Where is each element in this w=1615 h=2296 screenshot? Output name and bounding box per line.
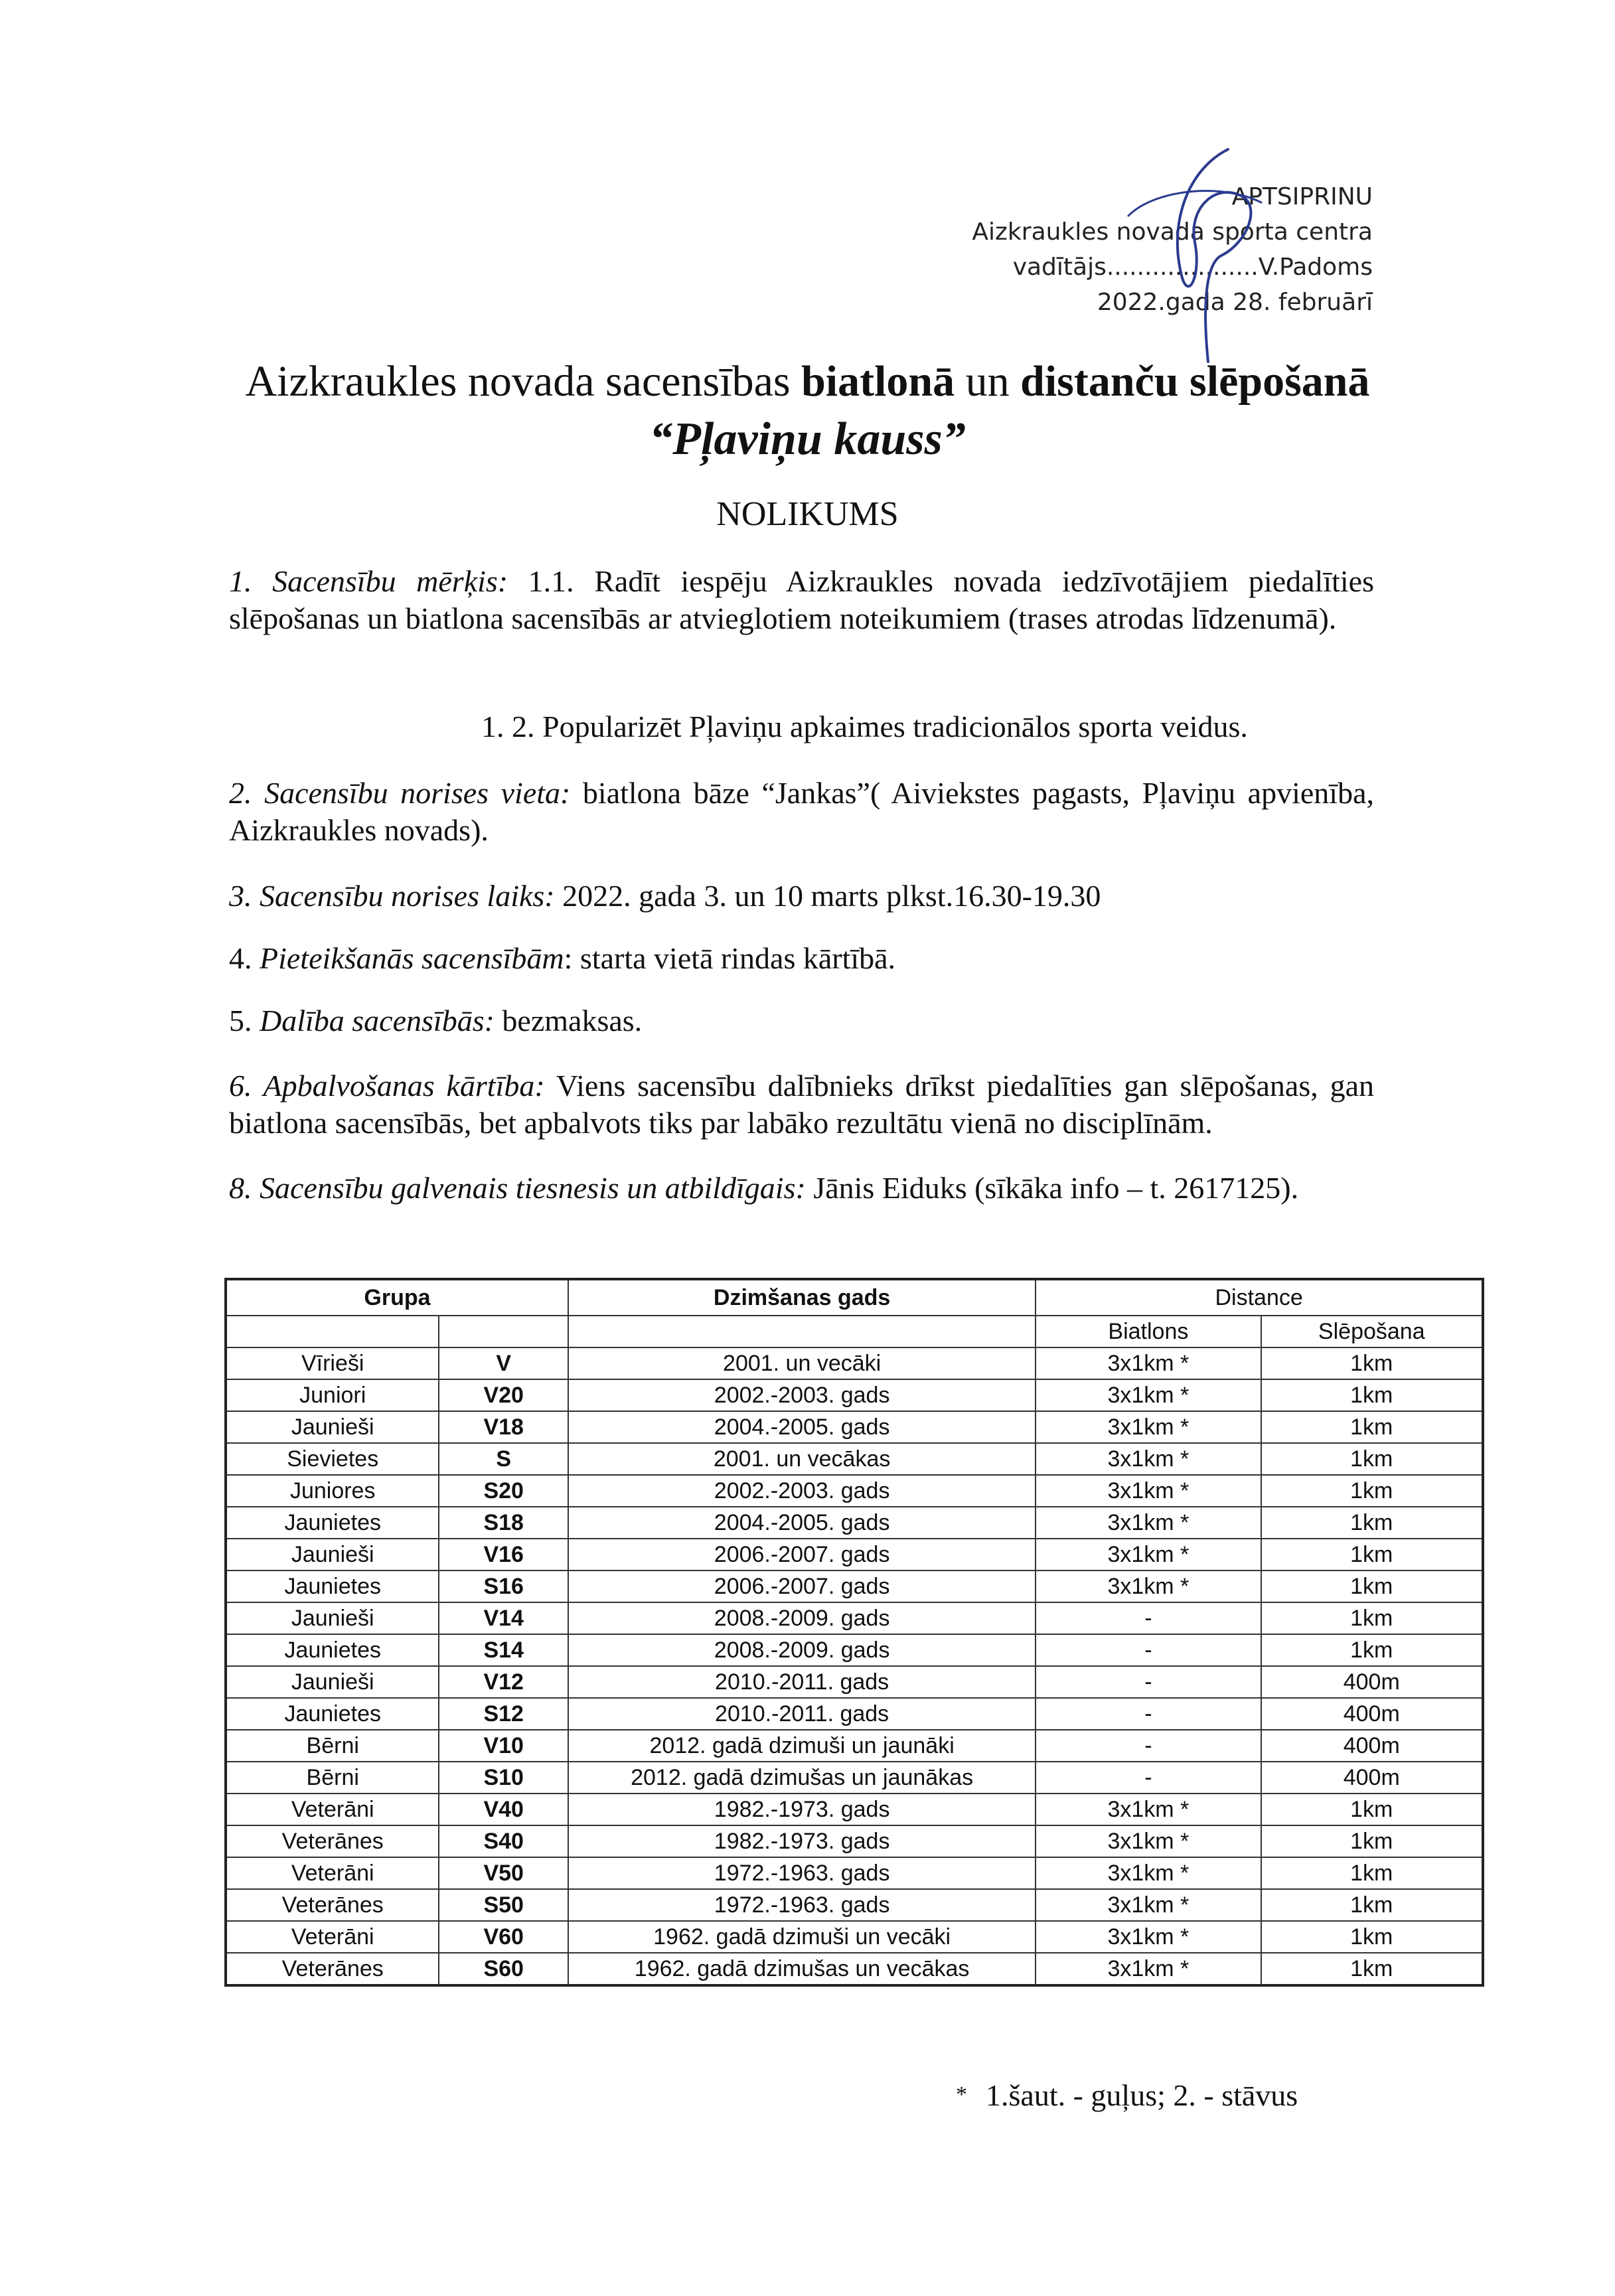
cell-birth: 2002.-2003. gads bbox=[568, 1475, 1036, 1507]
document-title bbox=[0, 355, 1615, 408]
section-6-label: 6. Apbalvošanas kārtība: bbox=[229, 1069, 545, 1103]
cell-skiing: 1km bbox=[1261, 1794, 1483, 1825]
cell-biathlon: - bbox=[1036, 1698, 1261, 1730]
table-row bbox=[226, 1602, 1483, 1634]
cell-skiing: 1km bbox=[1261, 1570, 1483, 1602]
cell-code: S20 bbox=[439, 1475, 568, 1507]
cell-biathlon: 3x1km * bbox=[1036, 1539, 1261, 1570]
cell-group: Veterānes bbox=[226, 1889, 439, 1921]
cell-biathlon: 3x1km * bbox=[1036, 1347, 1261, 1379]
cell-biathlon: - bbox=[1036, 1762, 1261, 1794]
table-row bbox=[226, 1698, 1483, 1730]
cell-code: S60 bbox=[439, 1953, 568, 1985]
cell-skiing: 1km bbox=[1261, 1539, 1483, 1570]
cell-code: V10 bbox=[439, 1730, 568, 1762]
section-1-2: 1. 2. Popularizēt Pļaviņu apkaimes tradicionālos sporta veidus. bbox=[481, 710, 1248, 743]
table-row bbox=[226, 1570, 1483, 1602]
cell-code: V12 bbox=[439, 1666, 568, 1698]
cell-skiing: 400m bbox=[1261, 1730, 1483, 1762]
section-3 bbox=[229, 878, 1374, 915]
cell-group: Jaunieši bbox=[226, 1411, 439, 1443]
cell-group: Jaunieši bbox=[226, 1539, 439, 1570]
cell-biathlon: 3x1km * bbox=[1036, 1507, 1261, 1539]
table-row bbox=[226, 1953, 1483, 1985]
title-part-2: un bbox=[955, 357, 1021, 406]
cell-biathlon: 3x1km * bbox=[1036, 1411, 1261, 1443]
table-row bbox=[226, 1443, 1483, 1475]
section-6-text: Viens sacensību dalībnieks drīkst piedalīties gan slēpošanas, gan biatlona sacensībās, bet apbalvots tiks par labāko rezultātu vienā no disciplīnām. bbox=[229, 1069, 1374, 1140]
cell-skiing: 400m bbox=[1261, 1762, 1483, 1794]
approval-line-4: 2022.gada 28. februārī bbox=[1097, 289, 1373, 316]
cell-group: Jaunietes bbox=[226, 1698, 439, 1730]
table-row bbox=[226, 1347, 1483, 1379]
cell-biathlon: 3x1km * bbox=[1036, 1825, 1261, 1857]
header-birth: Dzimšanas gads bbox=[568, 1279, 1036, 1316]
cell-birth: 1962. gadā dzimušas un vecākas bbox=[568, 1953, 1036, 1985]
cell-birth: 2004.-2005. gads bbox=[568, 1411, 1036, 1443]
cell-skiing: 1km bbox=[1261, 1921, 1483, 1953]
title-bold-2: distanču slēpošanā bbox=[1020, 357, 1370, 406]
cell-group: Veterāni bbox=[226, 1921, 439, 1953]
cell-group: Vīrieši bbox=[226, 1347, 439, 1379]
cell-code: V14 bbox=[439, 1602, 568, 1634]
cell-biathlon: 3x1km * bbox=[1036, 1953, 1261, 1985]
table-row bbox=[226, 1379, 1483, 1411]
cell-biathlon: 3x1km * bbox=[1036, 1857, 1261, 1889]
cell-skiing: 1km bbox=[1261, 1411, 1483, 1443]
cell-birth: 1962. gadā dzimuši un vecāki bbox=[568, 1921, 1036, 1953]
section-8-label: 8. Sacensību galvenais tiesnesis un atbildīgais: bbox=[229, 1171, 806, 1205]
section-4-label: Pieteikšanās sacensībām bbox=[260, 941, 564, 975]
cell-birth: 2001. un vecākas bbox=[568, 1443, 1036, 1475]
cell-group: Veterānes bbox=[226, 1825, 439, 1857]
cell-group: Juniores bbox=[226, 1475, 439, 1507]
section-1-text: 1.1. Radīt iespēju Aizkraukles novada iedzīvotājiem piedalīties slēpošanas un biatlona sacensībās ar atvieglotiem noteikumiem (trases atrodas līdzenumā). bbox=[229, 564, 1374, 635]
cell-group: Sievietes bbox=[226, 1443, 439, 1475]
cell-birth: 2004.-2005. gads bbox=[568, 1507, 1036, 1539]
cell-skiing: 1km bbox=[1261, 1634, 1483, 1666]
table-row bbox=[226, 1730, 1483, 1762]
cell-code: S bbox=[439, 1443, 568, 1475]
header-distance: Distance bbox=[1036, 1279, 1483, 1316]
subheader-empty-1 bbox=[226, 1316, 439, 1347]
cell-birth: 2010.-2011. gads bbox=[568, 1698, 1036, 1730]
cell-biathlon: - bbox=[1036, 1634, 1261, 1666]
cell-birth: 2006.-2007. gads bbox=[568, 1570, 1036, 1602]
cell-skiing: 1km bbox=[1261, 1443, 1483, 1475]
cell-group: Jaunietes bbox=[226, 1507, 439, 1539]
signature-scribble bbox=[1089, 143, 1301, 375]
section-4-number: 4. bbox=[229, 941, 260, 975]
subheader-empty-3 bbox=[568, 1316, 1036, 1347]
groups-table bbox=[224, 1278, 1484, 1987]
cell-group: Juniori bbox=[226, 1379, 439, 1411]
cell-code: V16 bbox=[439, 1539, 568, 1570]
section-1-label: 1. Sacensību mērķis: bbox=[229, 564, 508, 598]
table-row bbox=[226, 1921, 1483, 1953]
cell-skiing: 400m bbox=[1261, 1698, 1483, 1730]
cell-group: Bērni bbox=[226, 1762, 439, 1794]
document-heading: NOLIKUMS bbox=[716, 495, 899, 533]
table-subheader-row bbox=[226, 1316, 1483, 1347]
cell-skiing: 400m bbox=[1261, 1666, 1483, 1698]
cell-birth: 2001. un vecāki bbox=[568, 1347, 1036, 1379]
approval-line-2: Aizkraukles novada sporta centra bbox=[972, 218, 1373, 246]
cell-birth: 1972.-1963. gads bbox=[568, 1857, 1036, 1889]
section-4-text: : starta vietā rindas kārtībā. bbox=[564, 941, 896, 975]
cell-biathlon: - bbox=[1036, 1730, 1261, 1762]
cell-biathlon: 3x1km * bbox=[1036, 1921, 1261, 1953]
section-5 bbox=[229, 1002, 1374, 1039]
cell-code: S40 bbox=[439, 1825, 568, 1857]
cell-skiing: 1km bbox=[1261, 1889, 1483, 1921]
section-4 bbox=[229, 940, 1374, 977]
subheader-empty-2 bbox=[439, 1316, 568, 1347]
cell-biathlon: - bbox=[1036, 1666, 1261, 1698]
cell-group: Jaunietes bbox=[226, 1634, 439, 1666]
cell-code: S14 bbox=[439, 1634, 568, 1666]
cell-code: S12 bbox=[439, 1698, 568, 1730]
section-3-label: 3. Sacensību norises laiks: bbox=[229, 879, 555, 913]
cell-code: V60 bbox=[439, 1921, 568, 1953]
cell-biathlon: 3x1km * bbox=[1036, 1379, 1261, 1411]
section-3-text: 2022. gada 3. un 10 marts plkst.16.30-19.30 bbox=[554, 879, 1101, 913]
cell-skiing: 1km bbox=[1261, 1347, 1483, 1379]
cell-code: S10 bbox=[439, 1762, 568, 1794]
cell-biathlon: 3x1km * bbox=[1036, 1889, 1261, 1921]
cell-code: V bbox=[439, 1347, 568, 1379]
cell-code: S18 bbox=[439, 1507, 568, 1539]
approval-line-3: vadītājs....................V.Padoms bbox=[1012, 254, 1373, 281]
cell-group: Jaunietes bbox=[226, 1570, 439, 1602]
header-biathlon: Biatlons bbox=[1036, 1316, 1261, 1347]
cell-code: V20 bbox=[439, 1379, 568, 1411]
section-2 bbox=[229, 775, 1374, 849]
section-2-label: 2. Sacensību norises vieta: bbox=[229, 776, 571, 810]
cell-birth: 1982.-1973. gads bbox=[568, 1825, 1036, 1857]
footnote-text: 1.šaut. - guļus; 2. - stāvus bbox=[986, 2078, 1298, 2112]
section-5-text: bezmaksas. bbox=[494, 1004, 643, 1037]
table-row bbox=[226, 1794, 1483, 1825]
cell-skiing: 1km bbox=[1261, 1379, 1483, 1411]
cell-birth: 2002.-2003. gads bbox=[568, 1379, 1036, 1411]
cell-birth: 1972.-1963. gads bbox=[568, 1889, 1036, 1921]
cell-skiing: 1km bbox=[1261, 1602, 1483, 1634]
cell-biathlon: - bbox=[1036, 1602, 1261, 1634]
footnote-star: * bbox=[956, 2082, 967, 2107]
cell-skiing: 1km bbox=[1261, 1825, 1483, 1857]
cell-biathlon: 3x1km * bbox=[1036, 1794, 1261, 1825]
cell-skiing: 1km bbox=[1261, 1507, 1483, 1539]
cell-code: S16 bbox=[439, 1570, 568, 1602]
table-row bbox=[226, 1857, 1483, 1889]
table-row bbox=[226, 1889, 1483, 1921]
cell-group: Bērni bbox=[226, 1730, 439, 1762]
title-bold-1: biatlonā bbox=[801, 357, 955, 406]
cell-biathlon: 3x1km * bbox=[1036, 1475, 1261, 1507]
table-row bbox=[226, 1825, 1483, 1857]
cell-birth: 1982.-1973. gads bbox=[568, 1794, 1036, 1825]
table-row bbox=[226, 1634, 1483, 1666]
cell-birth: 2012. gadā dzimušas un jaunākas bbox=[568, 1762, 1036, 1794]
footnote bbox=[956, 2078, 1298, 2113]
cell-birth: 2008.-2009. gads bbox=[568, 1634, 1036, 1666]
cell-skiing: 1km bbox=[1261, 1475, 1483, 1507]
section-1 bbox=[229, 563, 1374, 637]
cell-birth: 2010.-2011. gads bbox=[568, 1666, 1036, 1698]
cell-skiing: 1km bbox=[1261, 1857, 1483, 1889]
cell-birth: 2008.-2009. gads bbox=[568, 1602, 1036, 1634]
cell-group: Veterānes bbox=[226, 1953, 439, 1985]
cell-birth: 2012. gadā dzimuši un jaunāki bbox=[568, 1730, 1036, 1762]
table-row bbox=[226, 1539, 1483, 1570]
table-row bbox=[226, 1666, 1483, 1698]
cell-group: Jaunieši bbox=[226, 1666, 439, 1698]
cell-skiing: 1km bbox=[1261, 1953, 1483, 1985]
header-skiing: Slēpošana bbox=[1261, 1316, 1483, 1347]
cell-biathlon: 3x1km * bbox=[1036, 1570, 1261, 1602]
title-part-1: Aizkraukles novada sacensības bbox=[245, 357, 802, 406]
cell-code: V18 bbox=[439, 1411, 568, 1443]
cell-code: V50 bbox=[439, 1857, 568, 1889]
cell-code: S50 bbox=[439, 1889, 568, 1921]
cell-group: Veterāni bbox=[226, 1857, 439, 1889]
cell-group: Veterāni bbox=[226, 1794, 439, 1825]
section-6 bbox=[229, 1067, 1374, 1142]
section-5-label: Dalība sacensībās: bbox=[260, 1004, 495, 1037]
document-subtitle: “Pļaviņu kauss” bbox=[649, 414, 966, 465]
section-8 bbox=[229, 1170, 1374, 1207]
cell-biathlon: 3x1km * bbox=[1036, 1443, 1261, 1475]
cell-birth: 2006.-2007. gads bbox=[568, 1539, 1036, 1570]
section-2-text: biatlona bāze “Jankas”( Aiviekstes pagasts, Pļaviņu apvienība, Aizkraukles novads). bbox=[229, 776, 1374, 847]
table-header-row bbox=[226, 1279, 1483, 1316]
table-row bbox=[226, 1475, 1483, 1507]
table-row bbox=[226, 1762, 1483, 1794]
table-row bbox=[226, 1507, 1483, 1539]
header-group: Grupa bbox=[226, 1279, 568, 1316]
section-5-number: 5. bbox=[229, 1004, 260, 1037]
section-8-text: Jānis Eiduks (sīkāka info – t. 2617125). bbox=[805, 1171, 1299, 1205]
cell-group: Jaunieši bbox=[226, 1602, 439, 1634]
cell-code: V40 bbox=[439, 1794, 568, 1825]
table-row bbox=[226, 1411, 1483, 1443]
approval-line-1: APTSIPRINU bbox=[1231, 183, 1373, 210]
